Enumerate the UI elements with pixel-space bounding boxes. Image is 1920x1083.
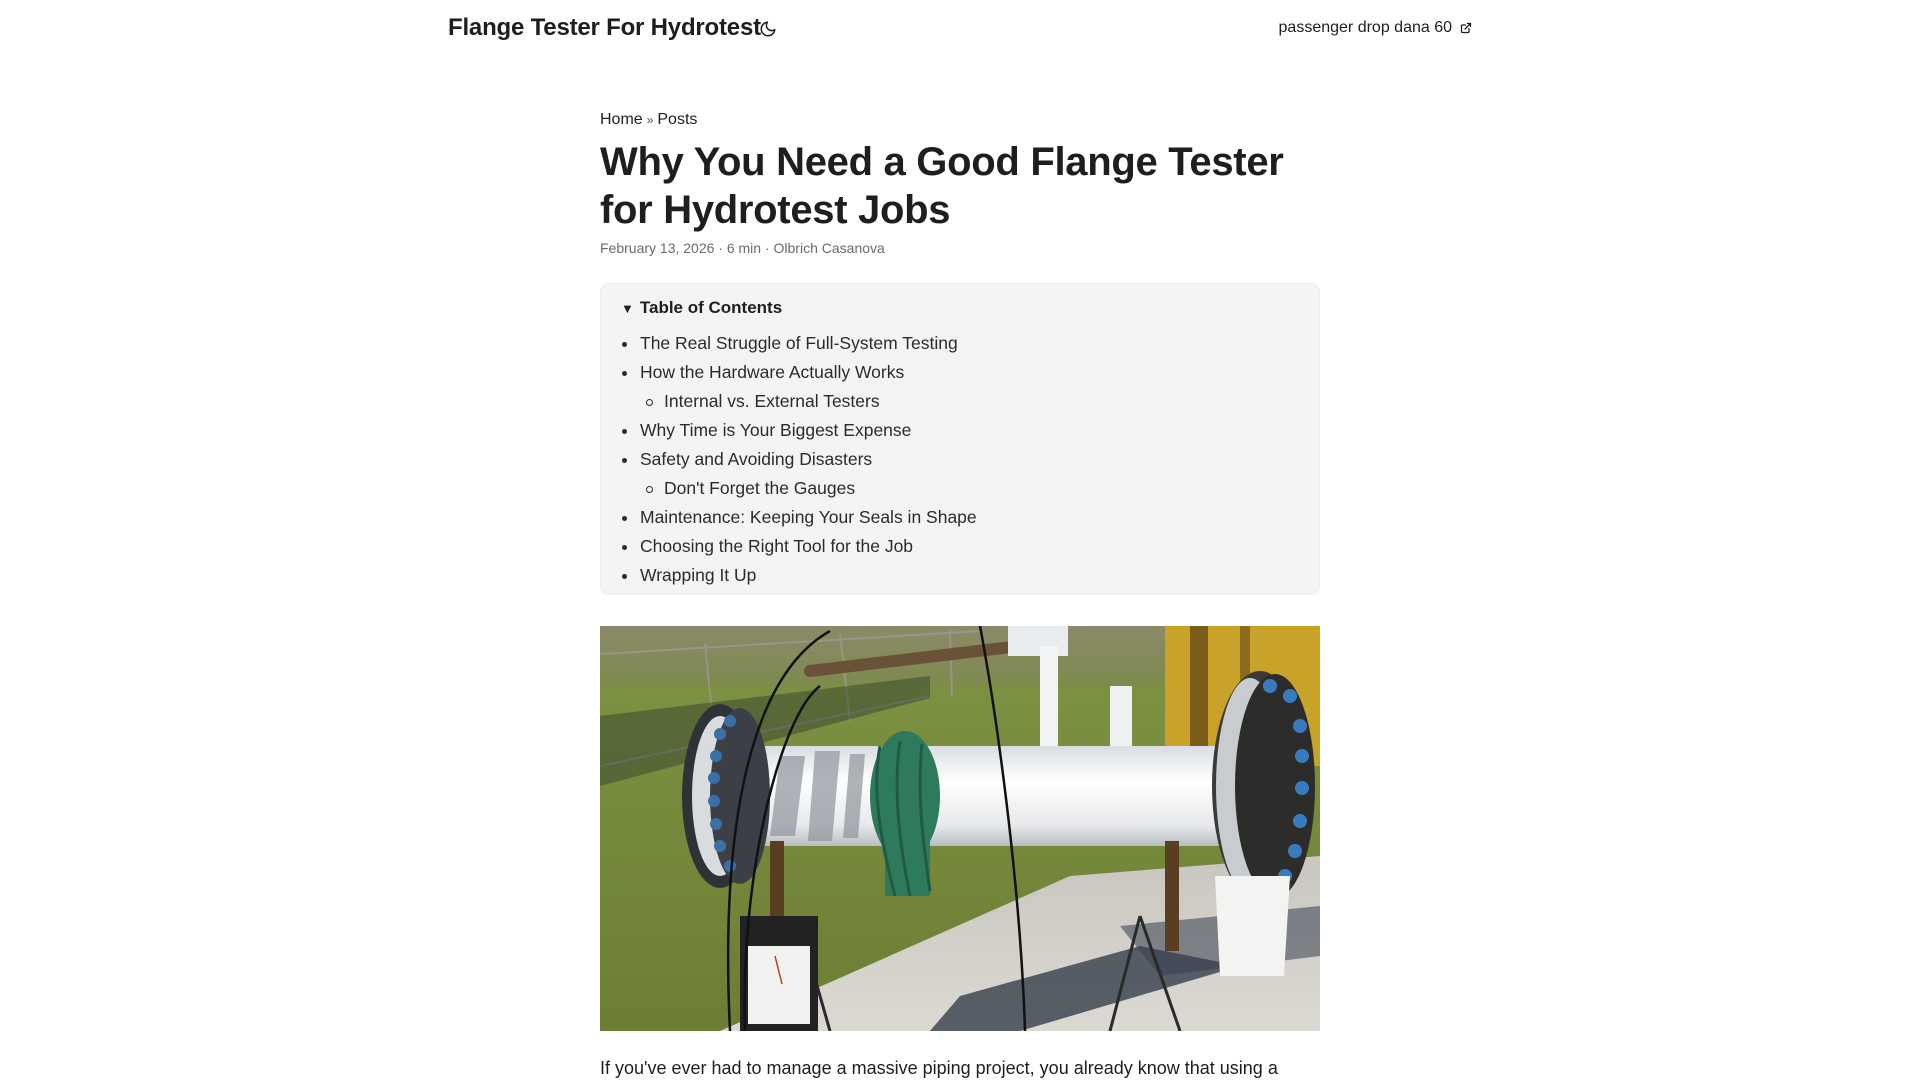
breadcrumb-home[interactable]: Home: [600, 111, 643, 128]
toc-item[interactable]: Choosing the Right Tool for the Job: [621, 532, 1299, 561]
triangle-down-icon: ▼: [621, 300, 634, 316]
external-link-icon: [1460, 22, 1472, 34]
page-title: Why You Need a Good Flange Tester for Hydrotest Jobs: [600, 140, 1284, 232]
breadcrumb-posts[interactable]: Posts: [657, 111, 698, 128]
post-main: [600, 108, 1320, 1083]
hydrotest-photo: [600, 626, 1320, 1031]
toc-toggle[interactable]: [621, 296, 1299, 320]
external-menu-link[interactable]: [1279, 19, 1472, 37]
toc-item[interactable]: Why Time is Your Biggest Expense: [621, 416, 1299, 445]
moon-icon: [759, 20, 777, 38]
paragraph: If you've ever had to manage a massive piping project, you already know that using a: [600, 1058, 1278, 1078]
toc-item[interactable]: How the Hardware Actually Works: [621, 358, 1299, 387]
table-of-contents: [600, 283, 1320, 595]
theme-toggle-button[interactable]: [758, 19, 778, 39]
site-title-link[interactable]: Flange Tester For Hydrotest: [448, 14, 761, 41]
breadcrumb: [600, 108, 1320, 132]
toc-subitem[interactable]: Don't Forget the Gauges: [621, 474, 1299, 503]
post-content: [600, 1053, 1320, 1083]
site-header: [0, 0, 1920, 60]
toc-item[interactable]: Maintenance: Keeping Your Seals in Shape: [621, 503, 1299, 532]
breadcrumb-separator: »: [646, 113, 654, 127]
toc-item[interactable]: The Real Struggle of Full-System Testing: [621, 329, 1299, 358]
external-menu-link-label: passenger drop dana 60: [1278, 19, 1452, 36]
post-meta: February 13, 2026 · 6 min · Olbrich Casanova: [600, 240, 885, 256]
toc-item[interactable]: Wrapping It Up: [621, 561, 1299, 590]
toc-title: Table of Contents: [639, 298, 783, 317]
cover-image: [600, 626, 1320, 1031]
toc-item[interactable]: Safety and Avoiding Disasters: [621, 445, 1299, 474]
toc-subitem[interactable]: Internal vs. External Testers: [621, 387, 1299, 416]
toc-list: [621, 329, 1299, 590]
